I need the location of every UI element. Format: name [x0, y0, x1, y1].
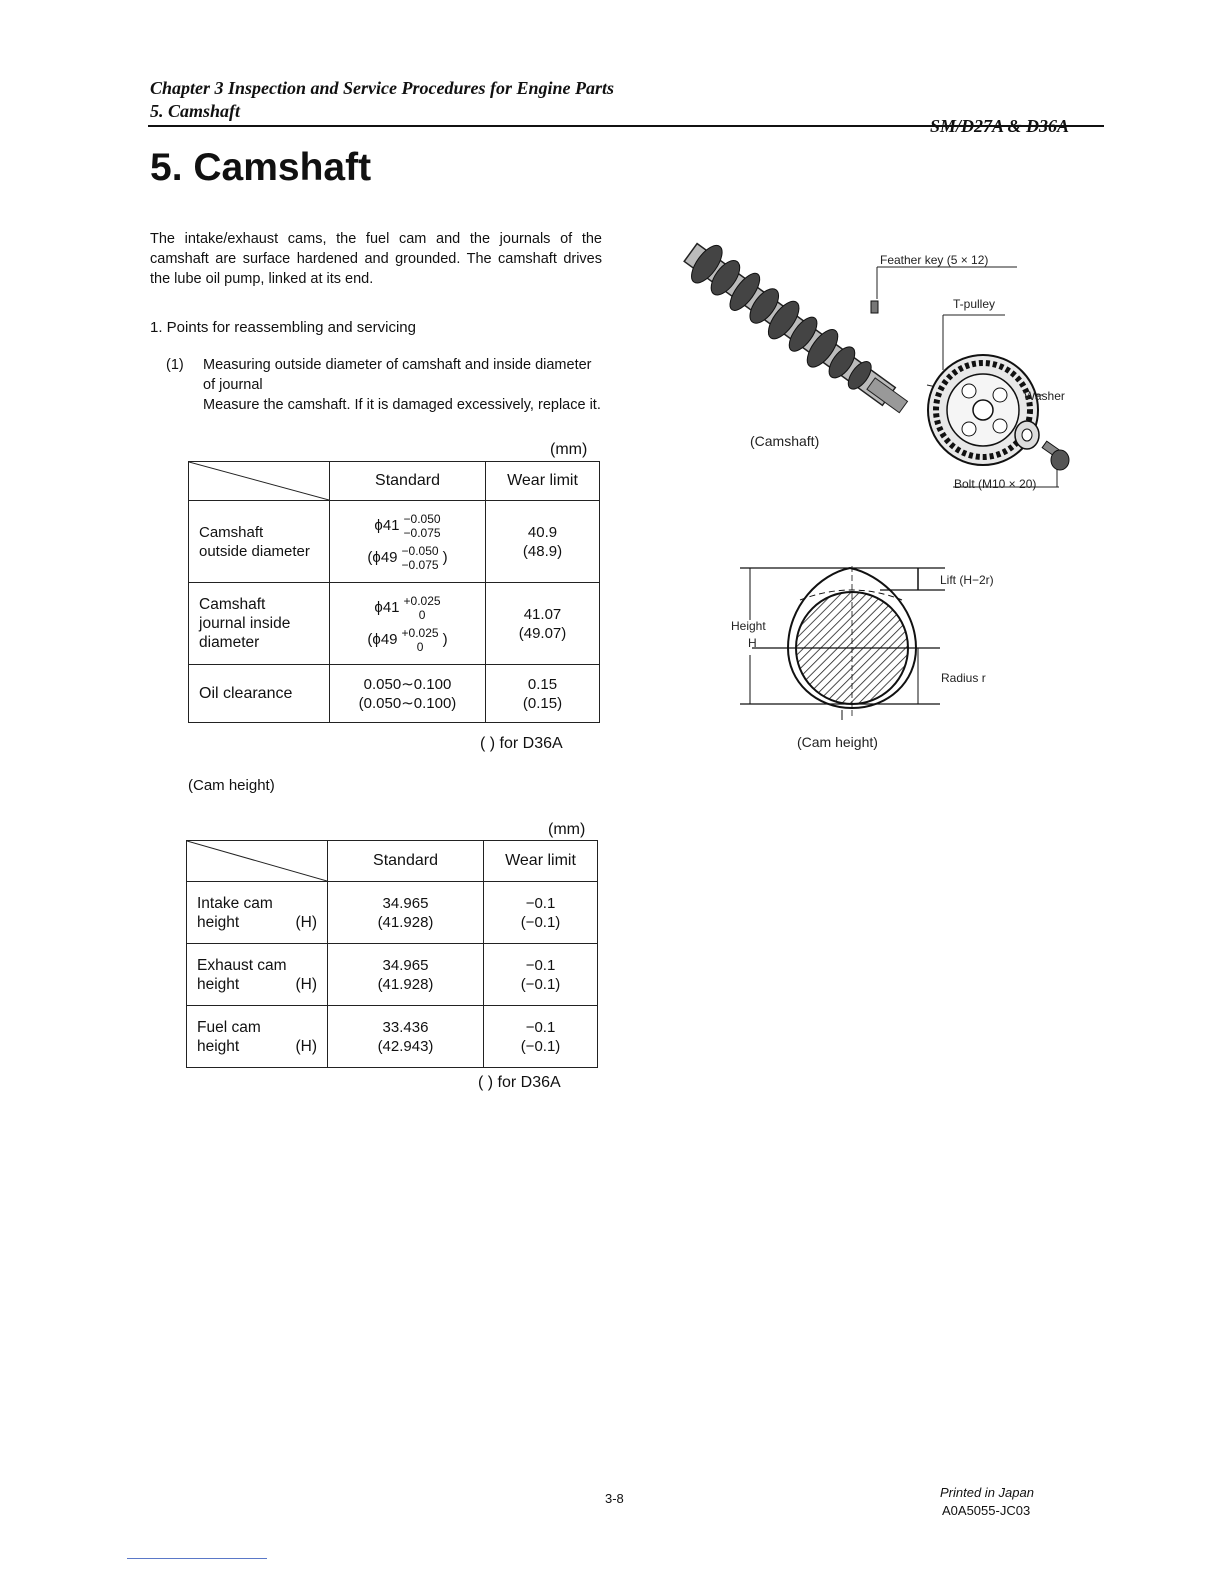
- lift-label: Lift (H−2r): [940, 573, 994, 587]
- row-label-name: Fuel cam: [197, 1018, 261, 1036]
- table2-row-label: [187, 944, 328, 1006]
- document-code: A0A5055-JC03: [942, 1503, 1031, 1518]
- standard-tolerance-d36a: +0.025 0: [401, 625, 439, 654]
- standard-close: ): [442, 549, 448, 566]
- table1-wear-cell: 40.9 (48.9): [486, 501, 600, 583]
- radius-label: Radius r: [941, 671, 986, 685]
- standard-close: ): [442, 631, 448, 648]
- diagonal-line: [187, 841, 327, 881]
- standard-base: ϕ41: [374, 517, 400, 534]
- page-title: 5. Camshaft: [150, 146, 372, 189]
- row-label-height: height: [197, 1037, 240, 1055]
- model-header: SM/D27A & D36A: [930, 116, 1070, 136]
- row-label-h: (H): [295, 975, 317, 993]
- t-pulley-label: T-pulley: [953, 297, 996, 311]
- cam-height-caption: (Cam height): [797, 734, 878, 750]
- cam-height-heading: (Cam height): [188, 777, 275, 794]
- table2-standard-cell: 34.965 (41.928): [328, 882, 484, 944]
- washer-label: Washer: [1024, 389, 1065, 403]
- table2-header-wear: Wear limit: [484, 841, 598, 882]
- camshaft-illustration: [665, 225, 1085, 500]
- table2-corner-cell: [187, 841, 328, 882]
- table1-unit: (mm): [550, 441, 588, 458]
- table1-corner-cell: [189, 462, 330, 501]
- table1-wear-cell: 0.15 (0.15): [486, 665, 600, 723]
- row-label-h: (H): [295, 1037, 317, 1055]
- feather-key-label: Feather key (5 × 12): [880, 253, 989, 267]
- section-header: 5. Camshaft: [150, 101, 241, 121]
- h-label: H: [748, 636, 757, 650]
- table1-row-label: Camshaft journal inside diameter: [189, 583, 330, 665]
- diagonal-line: [189, 462, 329, 500]
- header-rule: [148, 125, 1104, 127]
- intro-paragraph: The intake/exhaust cams, the fuel cam and the journals of the camshaft are surface hardened and grounded. The camshaft drives the lube oil pump, linked at its end.: [150, 231, 602, 287]
- row-label-name: Intake cam: [197, 894, 273, 912]
- table2-row-label: [187, 882, 328, 944]
- table1-wear-cell: 41.07 (49.07): [486, 583, 600, 665]
- row-label-h: (H): [295, 913, 317, 931]
- standard-base: ϕ41: [374, 599, 400, 616]
- table1-header-standard: Standard: [330, 462, 486, 501]
- row-label-height: height: [197, 913, 240, 931]
- table1-note: ( ) for D36A: [480, 735, 563, 752]
- table2-wear-cell: −0.1 (−0.1): [484, 882, 598, 944]
- item-title: Measuring outside diameter of camshaft and inside diameter of journal: [203, 357, 592, 393]
- table2-note: ( ) for D36A: [478, 1074, 561, 1091]
- standard-tolerance-d36a: −0.050 −0.075: [401, 543, 439, 572]
- table2-unit: (mm): [548, 821, 586, 838]
- table2-header-standard: Standard: [328, 841, 484, 882]
- points-heading: 1. Points for reassembling and servicing: [150, 319, 416, 336]
- table1-standard-cell: 0.050∼0.100 (0.050∼0.100): [330, 665, 486, 723]
- table2-standard-cell: 34.965 (41.928): [328, 944, 484, 1006]
- cam-height-table: [186, 840, 598, 1068]
- table2-wear-cell: −0.1 (−0.1): [484, 1006, 598, 1068]
- item-number: (1): [166, 357, 184, 373]
- standard-tolerance: −0.050 −0.075: [403, 511, 441, 540]
- standard-base-d36a: (ϕ49: [367, 549, 398, 566]
- table1-header-wear: Wear limit: [486, 462, 600, 501]
- table2-wear-cell: −0.1 (−0.1): [484, 944, 598, 1006]
- standard-tolerance: +0.025 0: [403, 593, 441, 622]
- height-label: Height: [731, 619, 766, 633]
- chapter-header: Chapter 3 Inspection and Service Procedures for Engine Parts: [150, 78, 615, 98]
- camshaft-caption: (Camshaft): [750, 433, 820, 449]
- table2-standard-cell: 33.436 (42.943): [328, 1006, 484, 1068]
- row-label-height: height: [197, 975, 240, 993]
- page-number: 3-8: [605, 1491, 624, 1506]
- row-label-name: Exhaust cam: [197, 956, 287, 974]
- standard-base-d36a: (ϕ49: [367, 631, 398, 648]
- table2-row-label: [187, 1006, 328, 1068]
- cam-height-diagram: [730, 560, 960, 720]
- table1-row-label: Oil clearance: [189, 665, 330, 723]
- camshaft-diameter-table: [188, 461, 600, 723]
- table1-standard-cell: [330, 583, 486, 665]
- bottom-divider: [127, 1558, 267, 1559]
- bolt-label: Bolt (M10 × 20): [954, 477, 1037, 491]
- printed-in-japan: Printed in Japan: [940, 1485, 1034, 1500]
- item-instruction: Measure the camshaft. If it is damaged excessively, replace it.: [203, 397, 601, 413]
- table1-row-label: Camshaft outside diameter: [189, 501, 330, 583]
- table1-standard-cell: [330, 501, 486, 583]
